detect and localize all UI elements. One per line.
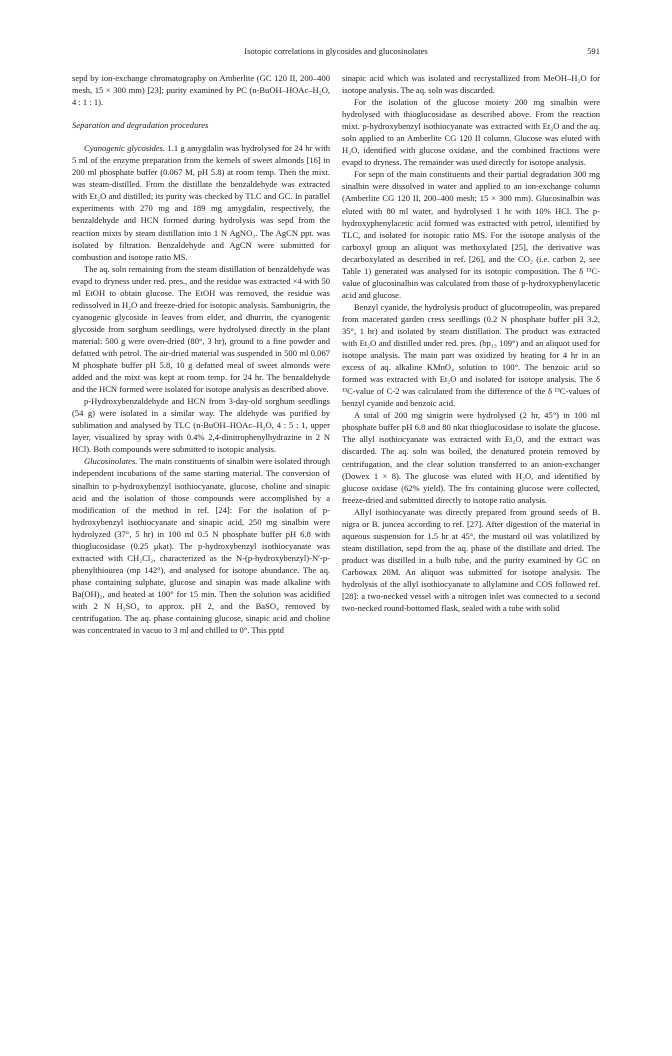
- paragraph: sepd by ion-exchange chromatography on Amberlite (GC 120 II, 200–400 mesh, 15 × 300 mm) [23]; purity examined by PC (n-BuOH–HOAc–H₂O, 4 : 1 : 1).: [72, 73, 330, 108]
- paragraph: sinapic acid which was isolated and recrystallized from MeOH–H₂O for isotope analysis. The aq. soln was discarded.: [342, 73, 600, 96]
- section-title: Separation and degradation procedures: [72, 120, 209, 131]
- paragraph: p-Hydroxybenzaldehyde and HCN from 3-day-old sorghum seedlings (54 g) were isolated in a similar way. The aldehyde was purified by sublimation and analysed by TLC (n-BuOH–HOAc–H₂O, 4 : 5 : 1, upper layer, visualized by spray with 0.4% 2,4-dinitrophenylhydrazine in 2 N HCl). Both compounds were submitted to isotopic analysis.: [72, 396, 330, 455]
- right-column: [342, 72, 600, 614]
- page-number: 591: [587, 46, 600, 56]
- paragraph: Allyl isothiocyanate was directly prepared from ground seeds of B. nigra or B. juncea according to ref. [27]. After digestion of the material in aqueous suspension for 1.5 hr at 45°, the mustard oil was volatilized by steam distillation, sepd from the aq. phase of the distillate and dried. The product was distilled in a bulb tube, and the purity examined by GC on Carbowax 20M. An aliquot was submitted for isotope analysis. The hydrolysis of the allyl isothiocyanate to allylamine and COS followed ref. [28]: a two-necked vessel with a nitrogen inlet was connected to a second two-necked round-bottomed flask, sealed with a tube with solid: [342, 506, 600, 614]
- paragraph: The aq. soln remaining from the steam distillation of benzaldehyde was evapd to dryness under red. pres., and the residue was extracted ×4 with 50 ml EtOH to obtain glucose. The EtOH was removed, the residue was redissolved in H₂O and freeze-dried for isotopic analysis. Sambunigrin, the cyanogenic glycoside in leaves from elder, and dhurrin, the cyanogenic glycoside from sorghum seedlings, were hydrolysed directly in the plant material: 500 g were oven-dried (80°, 3 hr), ground to a fine powder and defatted with petrol. The air-dried material was suspended in 500 ml 0.067 M phosphate buffer pH 5.8, 10 g defatted meal of sweet almonds were added and the mixt was kept at room temp. for 24 hr. The benzaldehyde and the HCN formed were isolated for isotope analysis as described above.: [72, 263, 330, 395]
- paragraph: Benzyl cyanide, the hydrolysis product of glucotropeolin, was prepared from macerated garden cress seedlings (0.2 N phosphate buffer pH 3.2, 35°, 1 hr) and isolated by steam distillation. The product was extracted with Et₂O and distilled under red. pres. (bp₁₃ 109°) and an aliquot used for isotope analysis. The main part was oxidized by heating for 4 hr in an excess of aq. alkaline KMnO₄ solution to 100°. The benzoic acid so formed was extracted with Et₂O and isolated for isotope analysis. The δ ¹³C-value of C-2 was calculated from the difference of the δ ¹³C-values of benzyl cyanide and benzoic acid.: [342, 301, 600, 409]
- paragraph: For sepn of the main constituents and their partial degradation 300 mg sinalbin were dissolved in water and applied to an ion-exchange column (Amberlite CG 120 II, 200–400 mesh; 15 × 300 mm). Glucosinalbin was eluted with 80 ml water, and hydrolysed 1 hr with 10% HCl. The p-hydroxyphenylacetic acid formed was extracted with petrol, identified by TLC, and isolated for isotopic ratio MS. For the isotope analysis of the carboxyl group an aliquot was methoxylated [25], the derivative was decarboxylated as described in ref. [26], and the CO₂ (i.e. carbon 2, see Table 1) generated was analysed for its isotopic composition. The δ ¹³C-value of glucosinalbin was calculated from those of p-hydroxyphenylacetic acid and glucose.: [342, 169, 600, 300]
- page-header: [72, 46, 600, 60]
- run-in-heading: Cyanogenic glycosides.: [84, 143, 165, 154]
- paragraph: Glucosinolates. The main constituents of sinalbin were isolated through independent incubations of the same starting material. The conversion of sinalbin to p-hydroxybenzyl isothiocyanate, glucose, choline and sinapic acid and the isolation of those compounds were accomplished by a modification of the method in ref. [24]: For the isolation of p-hydroxybenzyl isothiocyanate and sinapic acid, 250 mg sinalbin were hydrolyzed (37°, 5 hr) in 100 ml 0.5 N phosphate buffer pH 6.8 with thioglucosidase (0.25 μkat). The p-hydroxybenzyl isothiocyanate was extracted with CH₂Cl₂, characterized as the N-(p-hydroxybenzyl)-N′-p-phenylthiourea (mp 142°), and analysed for isotope abundance. The aq. phase containing sulphate, glucose and sinapin was made alkaline with Ba(OH)₂, and heated at 100° for 15 min. Then the solution was acidified with 2 N H₂SO₄ to approx. pH 2, and the BaSO₄ removed by centrifugation. The aq. phase containing glucose, sinapic acid and choline was concentrated in vacuo to 3 ml and chilled to 0°. This pptd: [72, 456, 330, 636]
- running-title: Isotopic correlations in glycosides and glucosinolates: [244, 46, 428, 56]
- paragraph: Cyanogenic glycosides. 1.1 g amygdalin was hydrolysed for 24 hr with 5 ml of the enzyme preparation from the kernels of sweet almonds [16] in 200 ml phosphate buffer (0.067 M, pH 5.8) at room temp. Then the mixt. was steam-distilled. From the distillate the benzaldehyde was extracted with Et₂O and distilled; its purity was checked by TLC and GC. In parallel experiments with 270 mg and 189 mg amygdalin, respectively, the benzaldehyde and HCN formed during hydrolysis was sepd from the reaction mixts by steam distillation into 1 N AgNO₃. The AgCN ppt. was isolated by filtration. Benzaldehyde and AgCN were submitted for combustion and isotope ratio MS.: [72, 143, 330, 262]
- run-in-heading: Glucosinolates.: [84, 456, 138, 467]
- left-column: [72, 72, 330, 636]
- paragraph: A total of 200 mg sinigrin were hydrolysed (2 hr, 45°) in 100 ml phosphate buffer pH 6.8 and 80 nkat thioglucosidase to isolate the glucose. The allyl isothiocyanate was extracted with Et₂O, and the extract was discarded. The aq. soln was boiled, the denatured protein removed by centrifugation, and the clear solution transferred to an anion-exchanger (Dowex 1 × 8). The glucose was eluted with H₂O, and identified by glucose oxidase (62% yield). The frs containing glucose were collected, freeze-dried and submitted directly to isotope ratio analysis.: [342, 410, 600, 505]
- paragraph: For the isolation of the glucose moiety 200 mg sinalbin were hydrolysed with thioglucosidase as described above. From the reaction mixt. p-hydroxybenzyl isothiocyanate was extracted with Et₂O and the aq. soln applied to an Amberlite CG 120 II column. Glucose was eluted with H₂O, identified with glucose oxidase, and the combined fractions were evapd to dryness. The remainder was used directly for isotope analysis.: [342, 97, 600, 168]
